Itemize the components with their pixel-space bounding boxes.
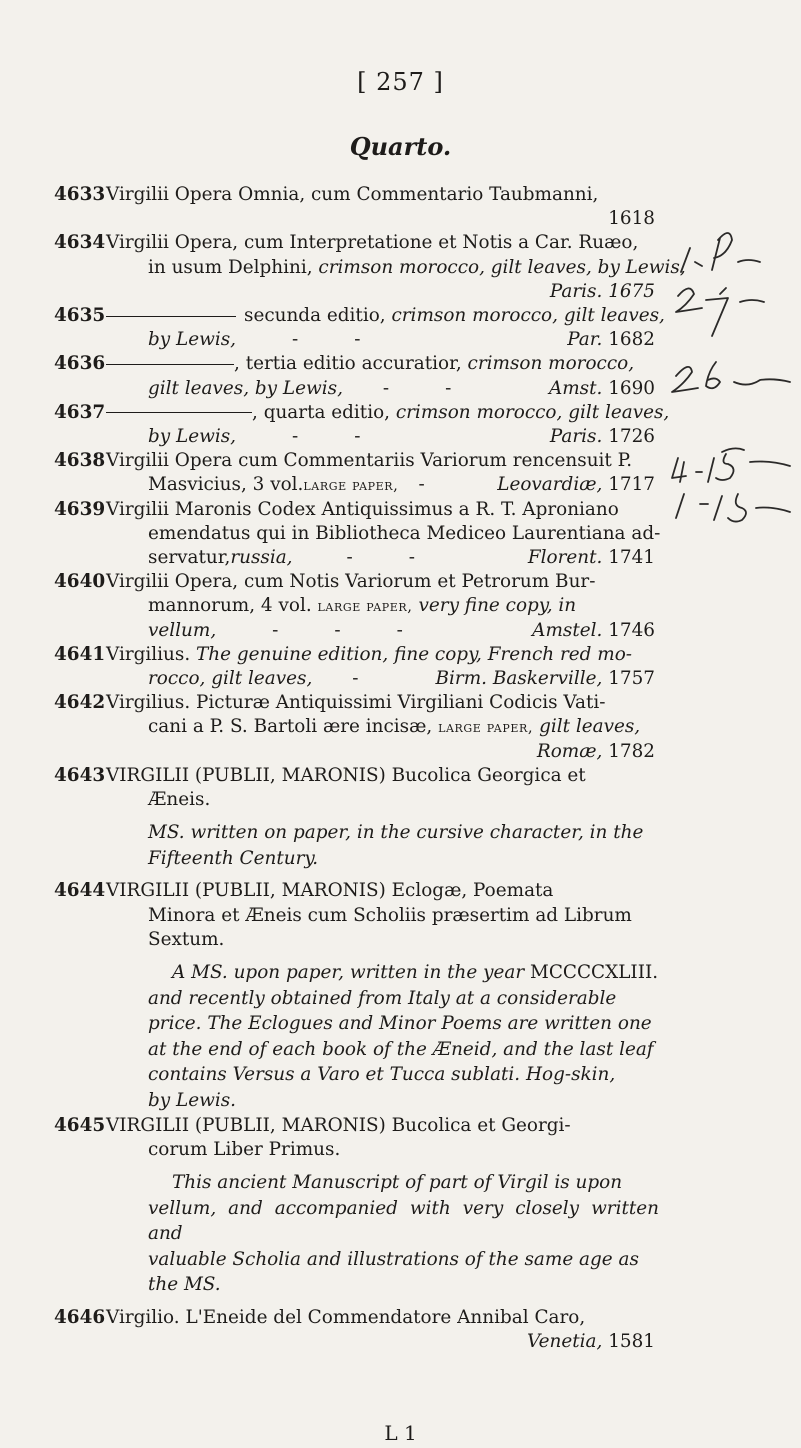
- entry-imprint: Romæ, 1782: [536, 740, 655, 762]
- price-mark-4641: [676, 494, 790, 522]
- entry-title: , tertia editio accuratior, crimson morocco,: [106, 352, 659, 376]
- lot-number: 4634: [54, 232, 106, 254]
- entry-title: Virgilii Opera Omnia, cum Commentario Taubmanni,: [106, 184, 599, 205]
- entry-description: servatur, russia, - - Florent. 1741: [148, 547, 655, 569]
- entry-title: Virgilii Maronis Codex Antiquissimus a R. T. Aproniano: [106, 498, 619, 520]
- entry-description: cani a P. S. Bartoli ære incisæ, large paper, gilt leaves,: [148, 716, 641, 738]
- entry-title: VIRGILII (PUBLII, MARONIS) Bucolica et Georgi-: [106, 1114, 571, 1136]
- lot-number: 4633: [54, 184, 106, 205]
- price-mark-4635: [676, 288, 764, 336]
- lot-number: 4643: [54, 764, 106, 786]
- price-mark-4638: [672, 362, 790, 392]
- entry-title-continued: emendatus qui in Bibliotheca Mediceo Laurentiana ad-: [148, 522, 661, 544]
- manuscript-note: MS. written on paper, in the cursive character, in the Fifteenth Century.: [148, 822, 644, 869]
- entry-title: , quarta editio, crimson morocco, gilt leaves,: [106, 401, 659, 425]
- entry-title: Virgilii Opera, cum Notis Variorum et Petrorum Bur-: [106, 571, 596, 593]
- entry-description: rocco, gilt leaves, - Birm. Baskerville, 1757: [148, 668, 655, 690]
- entry-title: Virgilii Opera cum Commentariis Variorum rencensuit P.: [106, 450, 633, 472]
- entry-title: Virgilii Opera, cum Interpretatione et Notis a Car. Ruæo,: [106, 232, 639, 254]
- entry-description: in usum Delphini, crimson morocco, gilt leaves, by Lewis,: [148, 256, 686, 278]
- entry-title-continued: Sextum.: [148, 928, 225, 950]
- lot-number: 4641: [54, 643, 106, 665]
- signature-mark: L 1: [384, 1421, 417, 1445]
- entry-title-continued: corum Liber Primus.: [148, 1138, 341, 1160]
- page-number: [ 257 ]: [357, 68, 444, 96]
- manuscript-note: A MS. upon paper, written in the year MCCCCXLIII. and recently obtained from Italy at a considerable price. The Eclogues and Minor Poems are written one at the end of each book of the Æneid, and the last leaf contains Versus a Varo et Tucca sublati. Hog-skin, by Lewis.: [148, 962, 659, 1112]
- entry-description: Masvicius, 3 vol. large paper, - Leovardiæ, 1717: [148, 474, 655, 496]
- lot-number: 4644: [54, 880, 106, 902]
- entry-description: by Lewis, - - Par. 1682: [148, 329, 655, 351]
- lot-number: 4639: [54, 498, 106, 520]
- entry-title: secunda editio, crimson morocco, gilt leaves,: [106, 304, 659, 328]
- entry-imprint: vellum, - - - Amstel. 1746: [148, 619, 655, 641]
- entry-imprint: Paris. 1675: [549, 280, 655, 302]
- section-heading: Quarto.: [349, 132, 452, 161]
- entry-description: by Lewis, - - Paris. 1726: [148, 426, 655, 448]
- manuscript-note: This ancient Manuscript of part of Virgil is upon vellum, and accompanied with very closely written and valuable Scholia and illustrations of the same age as the MS.: [148, 1172, 659, 1296]
- lot-number: 4640: [54, 571, 106, 593]
- price-mark-4634: [681, 233, 760, 272]
- lot-number: 4635: [54, 305, 106, 327]
- lot-number: 4638: [54, 450, 106, 472]
- lot-number: 4645: [54, 1114, 106, 1136]
- entry-title: Virgilio. L'Eneide del Commendatore Annibal Caro,: [106, 1307, 586, 1329]
- entry-title: Virgilius. Picturæ Antiquissimi Virgiliani Codicis Vati-: [106, 692, 606, 714]
- entry-imprint: 1618: [608, 208, 655, 230]
- lot-number: 4637: [54, 401, 106, 423]
- entry-title: Virgilius. The genuine edition, fine copy, French red mo-: [106, 643, 632, 665]
- entry-title: VIRGILII (PUBLII, MARONIS) Eclogæ, Poemata: [106, 880, 554, 902]
- entry-title-continued: Æneis.: [148, 789, 211, 811]
- entry-description: gilt leaves, by Lewis, - - Amst. 1690: [148, 377, 655, 399]
- lot-number: 4646: [54, 1307, 106, 1329]
- entry-imprint: Venetia, 1581: [527, 1331, 655, 1353]
- entry-title: VIRGILII (PUBLII, MARONIS) Bucolica Georgica et: [106, 764, 586, 786]
- lot-number: 4636: [54, 353, 106, 375]
- lot-number: 4642: [54, 692, 106, 714]
- entry-description: mannorum, 4 vol. large paper, very fine copy, in: [148, 595, 577, 617]
- entry-title-continued: Minora et Æneis cum Scholiis præsertim ad Librum: [148, 904, 632, 926]
- price-mark-4640: [672, 448, 790, 482]
